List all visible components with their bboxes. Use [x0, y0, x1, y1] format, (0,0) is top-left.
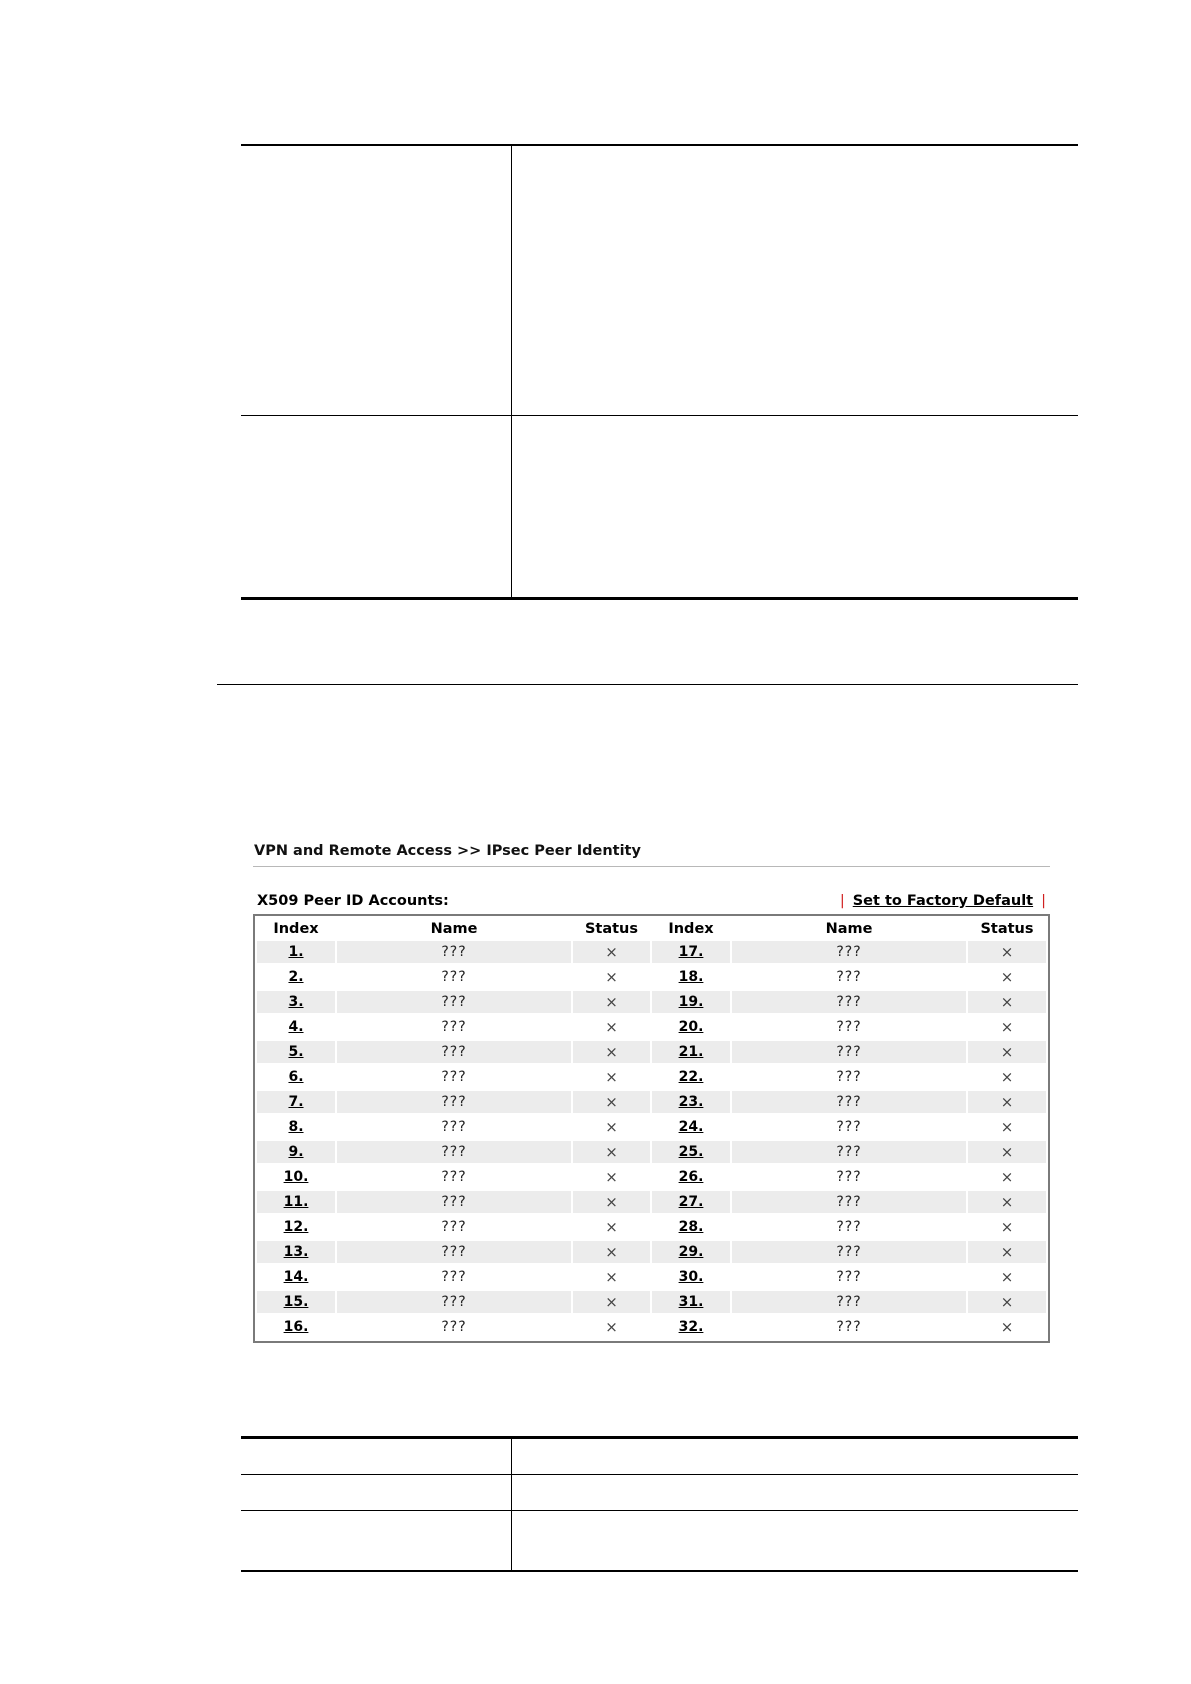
status-cell [573, 1316, 650, 1338]
table-row [257, 1091, 1046, 1113]
account-index-link[interactable]: 6. [288, 1069, 304, 1085]
index-cell [652, 966, 730, 988]
name-cell [732, 1191, 966, 1213]
account-index-link[interactable]: 26. [678, 1169, 704, 1185]
account-status-icon: × [605, 1068, 618, 1086]
index-cell [257, 1116, 335, 1138]
status-cell [573, 1291, 650, 1313]
table-bottom-rule [241, 597, 1078, 600]
account-status-icon: × [605, 1318, 618, 1336]
table-row [257, 1291, 1046, 1313]
name-cell [732, 1016, 966, 1038]
breadcrumb: VPN and Remote Access >> IPsec Peer Identity [254, 843, 641, 859]
name-cell [337, 1166, 571, 1188]
index-cell [257, 1191, 335, 1213]
account-status-icon: × [605, 1118, 618, 1136]
table-column-divider [511, 1438, 512, 1571]
account-status-icon: × [1000, 1218, 1014, 1236]
account-status-icon: × [605, 1093, 618, 1111]
account-index-link[interactable]: 27. [678, 1194, 704, 1210]
breadcrumb-rule [253, 866, 1050, 867]
table-row-divider [241, 1510, 1078, 1511]
account-index-link[interactable]: 13. [283, 1244, 309, 1260]
table-row [257, 941, 1046, 963]
account-name: ??? [836, 1194, 862, 1210]
index-cell [652, 1216, 730, 1238]
index-cell [257, 1066, 335, 1088]
account-name: ??? [836, 1269, 862, 1285]
account-name: ??? [836, 1019, 862, 1035]
account-status-icon: × [1000, 1118, 1014, 1136]
status-cell [968, 1016, 1046, 1038]
name-cell [732, 1266, 966, 1288]
name-cell [337, 1016, 571, 1038]
account-index-link[interactable]: 17. [678, 944, 704, 960]
account-name: ??? [441, 1144, 467, 1160]
account-status-icon: × [1000, 943, 1014, 961]
status-cell [968, 1116, 1046, 1138]
account-index-link[interactable]: 31. [678, 1294, 704, 1310]
index-cell [652, 1316, 730, 1338]
account-name: ??? [836, 1144, 862, 1160]
index-cell [257, 1241, 335, 1263]
index-cell [652, 1041, 730, 1063]
status-cell [968, 1291, 1046, 1313]
ipsec-peer-identity-screenshot [253, 838, 1050, 1343]
account-index-link[interactable]: 30. [678, 1269, 704, 1285]
separator-pipe: | [839, 893, 845, 909]
column-header-name: Name [825, 920, 873, 937]
name-cell [337, 1266, 571, 1288]
column-header-status: Status [980, 920, 1034, 937]
index-cell [257, 941, 335, 963]
index-cell [652, 1141, 730, 1163]
index-cell [652, 1116, 730, 1138]
account-name: ??? [441, 1219, 467, 1235]
status-cell [573, 1191, 650, 1213]
index-cell [652, 1066, 730, 1088]
account-name: ??? [836, 1244, 862, 1260]
account-index-link[interactable]: 12. [283, 1219, 309, 1235]
name-cell [337, 1066, 571, 1088]
account-name: ??? [836, 1094, 862, 1110]
name-cell [732, 1091, 966, 1113]
account-status-icon: × [605, 943, 618, 961]
status-cell [968, 1166, 1046, 1188]
name-cell [337, 941, 571, 963]
account-index-link[interactable]: 15. [283, 1294, 309, 1310]
table-row [257, 1116, 1046, 1138]
account-status-icon: × [605, 968, 618, 986]
name-cell [732, 966, 966, 988]
name-cell [732, 1066, 966, 1088]
table-row [257, 1241, 1046, 1263]
account-name: ??? [441, 1294, 467, 1310]
status-cell [968, 1066, 1046, 1088]
table-row [257, 1141, 1046, 1163]
account-name: ??? [836, 1219, 862, 1235]
account-name: ??? [441, 1019, 467, 1035]
table-row [257, 1216, 1046, 1238]
index-cell [652, 1191, 730, 1213]
status-cell [573, 1116, 650, 1138]
account-index-link[interactable]: 24. [678, 1119, 704, 1135]
account-index-link[interactable]: 9. [288, 1144, 304, 1160]
name-cell [732, 991, 966, 1013]
account-name: ??? [441, 1169, 467, 1185]
account-name: ??? [441, 969, 467, 985]
account-status-icon: × [1000, 993, 1014, 1011]
accounts-title: X509 Peer ID Accounts: [257, 893, 449, 909]
account-status-icon: × [1000, 968, 1014, 986]
account-index-link[interactable]: 2. [288, 969, 304, 985]
account-index-link[interactable]: 3. [288, 994, 304, 1010]
separator-pipe: | [1041, 893, 1046, 909]
account-name: ??? [836, 1044, 862, 1060]
account-name: ??? [836, 1069, 862, 1085]
account-status-icon: × [605, 1293, 618, 1311]
name-cell [337, 1191, 571, 1213]
status-cell [573, 1266, 650, 1288]
table-row [257, 1191, 1046, 1213]
name-cell [732, 1241, 966, 1263]
account-index-link[interactable]: 18. [678, 969, 704, 985]
account-index-link[interactable]: 7. [288, 1094, 304, 1110]
index-cell [257, 1016, 335, 1038]
account-status-icon: × [1000, 1243, 1014, 1261]
account-name: ??? [836, 944, 862, 960]
account-index-link[interactable]: 28. [678, 1219, 704, 1235]
index-cell [257, 1166, 335, 1188]
account-name: ??? [836, 1119, 862, 1135]
account-status-icon: × [1000, 1143, 1014, 1161]
account-index-link[interactable]: 29. [678, 1244, 704, 1260]
account-name: ??? [836, 969, 862, 985]
account-status-icon: × [1000, 1093, 1014, 1111]
table-row [257, 1316, 1046, 1338]
index-cell [257, 991, 335, 1013]
account-name: ??? [441, 1094, 467, 1110]
status-cell [573, 1091, 650, 1113]
name-cell [337, 1316, 571, 1338]
status-cell [573, 966, 650, 988]
account-name: ??? [441, 1319, 467, 1335]
account-name: ??? [836, 1169, 862, 1185]
status-cell [573, 991, 650, 1013]
column-header-status: Status [584, 920, 639, 937]
account-name: ??? [441, 1069, 467, 1085]
accounts-header-bar [253, 891, 1050, 913]
status-cell [968, 991, 1046, 1013]
table-row-divider [241, 1474, 1078, 1475]
account-status-icon: × [1000, 1068, 1014, 1086]
name-cell [337, 1141, 571, 1163]
column-header-index: Index [273, 920, 319, 937]
account-name: ??? [441, 944, 467, 960]
index-cell [652, 941, 730, 963]
status-cell [968, 1041, 1046, 1063]
name-cell [337, 1041, 571, 1063]
index-cell [652, 1241, 730, 1263]
table-row [257, 966, 1046, 988]
account-index-link[interactable]: 5. [288, 1044, 304, 1060]
account-status-icon: × [605, 993, 618, 1011]
status-cell [968, 1191, 1046, 1213]
name-cell [732, 1041, 966, 1063]
account-status-icon: × [1000, 1293, 1014, 1311]
index-cell [257, 1041, 335, 1063]
account-status-icon: × [605, 1043, 618, 1061]
index-cell [652, 1091, 730, 1113]
account-name: ??? [441, 1044, 467, 1060]
table-row [257, 1166, 1046, 1188]
account-name: ??? [441, 1244, 467, 1260]
index-cell [257, 1316, 335, 1338]
status-cell [968, 1141, 1046, 1163]
account-index-link[interactable]: 4. [288, 1019, 304, 1035]
account-status-icon: × [605, 1018, 618, 1036]
account-status-icon: × [605, 1268, 618, 1286]
account-index-link[interactable]: 16. [283, 1319, 309, 1335]
name-cell [732, 941, 966, 963]
set-factory-default-link[interactable]: Set to Factory Default [852, 893, 1034, 909]
table-header-row [257, 919, 1046, 938]
table-top-rule [241, 1436, 1078, 1439]
account-name: ??? [441, 994, 467, 1010]
status-cell [573, 1216, 650, 1238]
index-cell [652, 991, 730, 1013]
status-cell [968, 1216, 1046, 1238]
name-cell [732, 1316, 966, 1338]
status-cell [968, 966, 1046, 988]
account-name: ??? [441, 1269, 467, 1285]
status-cell [968, 941, 1046, 963]
index-cell [652, 1291, 730, 1313]
account-index-link[interactable]: 14. [283, 1269, 309, 1285]
account-status-icon: × [1000, 1318, 1014, 1336]
factory-default-group [840, 893, 1046, 909]
table-top-rule [241, 144, 1078, 146]
status-cell [573, 1141, 650, 1163]
account-name: ??? [836, 994, 862, 1010]
account-index-link[interactable]: 23. [678, 1094, 704, 1110]
account-name: ??? [836, 1294, 862, 1310]
table-bottom-rule [241, 1570, 1078, 1572]
name-cell [337, 1291, 571, 1313]
status-cell [968, 1266, 1046, 1288]
index-cell [257, 966, 335, 988]
name-cell [337, 1241, 571, 1263]
account-index-link[interactable]: 8. [288, 1119, 304, 1135]
account-index-link[interactable]: 10. [283, 1169, 309, 1185]
table-row [257, 991, 1046, 1013]
name-cell [337, 966, 571, 988]
index-cell [652, 1166, 730, 1188]
account-status-icon: × [605, 1193, 618, 1211]
name-cell [732, 1166, 966, 1188]
account-name: ??? [441, 1194, 467, 1210]
account-status-icon: × [605, 1143, 618, 1161]
status-cell [573, 1166, 650, 1188]
name-cell [337, 1216, 571, 1238]
account-index-link[interactable]: 21. [678, 1044, 704, 1060]
table-row [257, 1041, 1046, 1063]
account-name: ??? [441, 1119, 467, 1135]
status-cell [968, 1241, 1046, 1263]
status-cell [573, 1016, 650, 1038]
column-header-name: Name [430, 920, 478, 937]
account-index-link[interactable]: 11. [283, 1194, 309, 1210]
account-status-icon: × [1000, 1168, 1014, 1186]
account-name: ??? [836, 1319, 862, 1335]
index-cell [257, 1266, 335, 1288]
column-header-index: Index [668, 920, 714, 937]
index-cell [257, 1291, 335, 1313]
account-status-icon: × [1000, 1018, 1014, 1036]
name-cell [337, 1116, 571, 1138]
account-index-link[interactable]: 1. [288, 944, 304, 960]
account-index-link[interactable]: 22. [678, 1069, 704, 1085]
table-row [257, 1066, 1046, 1088]
account-index-link[interactable]: 20. [678, 1019, 704, 1035]
account-status-icon: × [1000, 1043, 1014, 1061]
index-cell [257, 1091, 335, 1113]
section-separator [217, 684, 1078, 685]
name-cell [732, 1216, 966, 1238]
name-cell [337, 1091, 571, 1113]
account-index-link[interactable]: 32. [678, 1319, 704, 1335]
name-cell [732, 1291, 966, 1313]
status-cell [573, 1241, 650, 1263]
name-cell [732, 1116, 966, 1138]
index-cell [257, 1216, 335, 1238]
index-cell [257, 1141, 335, 1163]
name-cell [337, 991, 571, 1013]
account-status-icon: × [605, 1168, 618, 1186]
table-row-divider [241, 415, 1078, 416]
table-row [257, 1016, 1046, 1038]
account-status-icon: × [1000, 1268, 1014, 1286]
status-cell [573, 1041, 650, 1063]
status-cell [968, 1316, 1046, 1338]
index-cell [652, 1266, 730, 1288]
table-row [257, 1266, 1046, 1288]
table-column-divider [511, 145, 512, 598]
status-cell [573, 941, 650, 963]
account-status-icon: × [605, 1218, 618, 1236]
account-status-icon: × [605, 1243, 618, 1261]
status-cell [573, 1066, 650, 1088]
name-cell [732, 1141, 966, 1163]
account-index-link[interactable]: 25. [678, 1144, 704, 1160]
peer-id-accounts-table [253, 914, 1050, 1343]
status-cell [968, 1091, 1046, 1113]
index-cell [652, 1016, 730, 1038]
account-index-link[interactable]: 19. [678, 994, 704, 1010]
account-status-icon: × [1000, 1193, 1014, 1211]
